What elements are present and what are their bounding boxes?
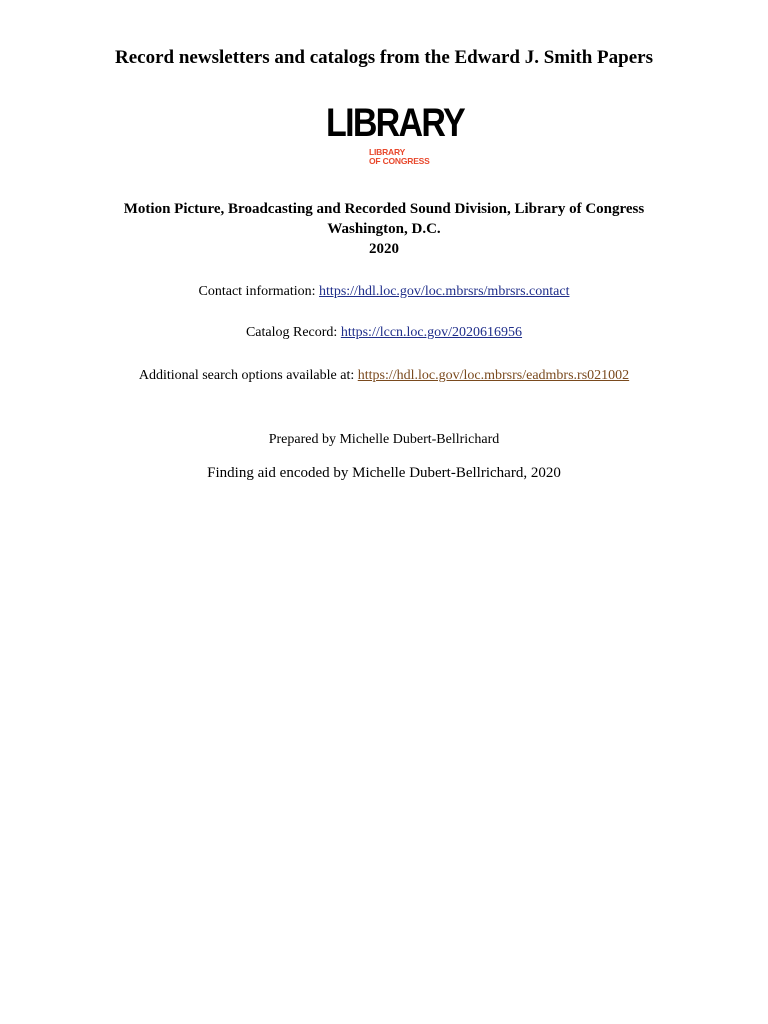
search-options-line <box>0 366 768 386</box>
catalog-label: Catalog Record: <box>245 325 341 340</box>
library-of-congress-logo <box>326 98 464 170</box>
prepared-by: Prepared by Michelle Dubert-Bellrichard <box>268 432 500 447</box>
catalog-record-line <box>0 323 768 343</box>
encoded-by: Finding aid encoded by Michelle Dubert-Bellrichard, 2020 <box>207 465 561 481</box>
catalog-record-link[interactable]: https://lccn.loc.gov/2020616956 <box>340 325 523 340</box>
logo-subtitle-line2: OF CONGRESS <box>369 156 430 166</box>
division-name: Motion Picture, Broadcasting and Recorded Sound Division, Library of Congress <box>123 201 645 217</box>
division-block <box>0 199 768 259</box>
contact-link[interactable]: https://hdl.loc.gov/loc.mbrsrs/mbrsrs.contact <box>319 284 570 299</box>
document-title: Record newsletters and catalogs from the Edward J. Smith Papers <box>115 47 653 68</box>
contact-info-line <box>0 282 768 302</box>
division-year: 2020 <box>369 241 399 257</box>
division-location: Washington, D.C. <box>327 221 441 237</box>
logo-subtitle-line1: LIBRARY <box>369 147 406 157</box>
contact-label: Contact information: <box>198 284 320 299</box>
search-label: Additional search options available at: <box>138 368 358 383</box>
logo-wordmark: LIBRARY <box>326 101 464 145</box>
search-options-link[interactable]: https://hdl.loc.gov/loc.mbrsrs/eadmbrs.rs021002 <box>357 368 630 383</box>
